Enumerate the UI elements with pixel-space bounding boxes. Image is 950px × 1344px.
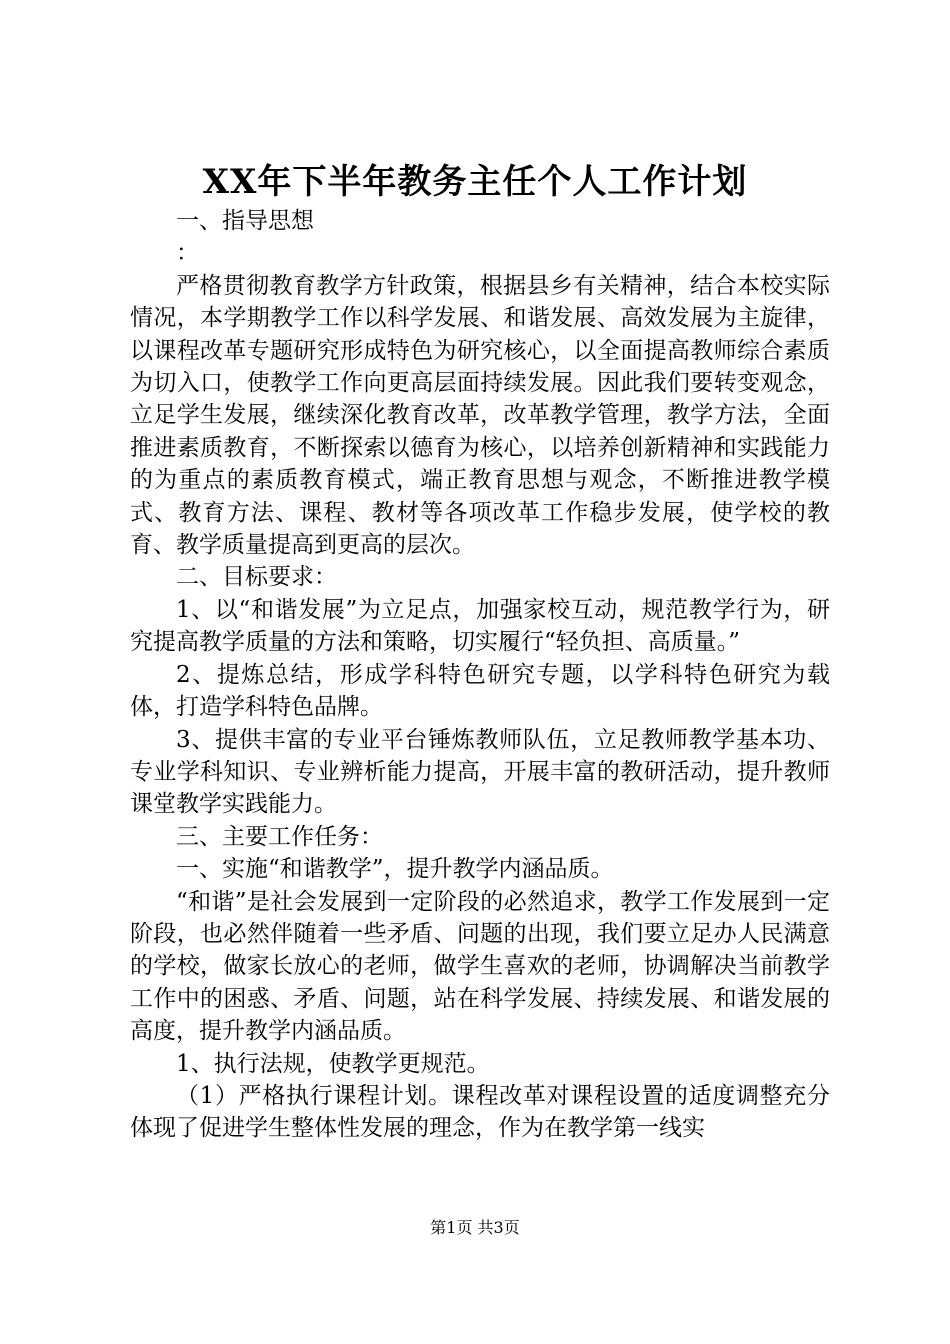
page-footer: 第1页 共3页 <box>430 1218 520 1237</box>
paragraph-guiding-thought: 严格贯彻教育教学方针政策，根据县乡有关精神，结合本校实际情况，本学期教学工作以科学发展、和谐发展、高效发展为主旋律，以课程改革专题研究形成特色为研究核心，以全面提高教师综合素质为切入口，使教学工作向更高层面持续发展。因此我们要转变观念，立足学生发展，继续深化教育改革，改革教学管理，教学方法，全面推进素质教育，不断探索以德育为核心，以培养创新精神和实践能力的为重点的素质教育模式，端正教育思想与观念，不断推进教学模式、教育方法、课程、教材等各项改革工作稳步发展，使学校的教育、教学质量提高到更高的层次。 <box>130 272 830 559</box>
section-heading-goals: 二、目标要求： <box>176 564 337 591</box>
section-heading-tasks: 三、主要工作任务： <box>176 823 383 850</box>
goal-item-2: 2、提炼总结，形成学科特色研究专题，以学科特色研究为载体，打造学科特色品牌。 <box>130 661 830 721</box>
goal-item-1: 1、以“和谐发展”为立足点，加强家校互动，规范教学行为，研究提高教学质量的方法和策略，切实履行“轻负担、高质量。” <box>130 596 830 656</box>
goal-item-3: 3、提供丰富的专业平台锤炼教师队伍，立足教师教学基本功、专业学科知识、专业辨析能力提高，开展丰富的教研活动，提升教师课堂教学实践能力。 <box>130 726 830 818</box>
document-title: XX年下半年教务主任个人工作计划 <box>202 162 748 202</box>
paragraph-curriculum: （1）严格执行课程计划。课程改革对课程设置的适度调整充分体现了促进学生整体性发展的理念，作为在教学第一线实 <box>130 1082 830 1142</box>
subheading-regulations: 1、执行法规，使教学更规范。 <box>176 1050 490 1077</box>
section-heading-guiding-thought: 一、指导思想 <box>176 208 314 234</box>
task-heading-1: 一、实施“和谐教学”，提升教学内涵品质。 <box>176 856 614 883</box>
colon-line: ： <box>176 240 199 267</box>
document-body <box>130 205 830 1145</box>
paragraph-harmony: “和谐”是社会发展到一定阶段的必然追求，教学工作发展到一定阶段，也必然伴随着一些矛盾、问题的出现，我们要立足办人民满意的学校，做家长放心的老师，做学生喜欢的老师，协调解决当前教学工作中的困惑、矛盾、问题，站在科学发展、持续发展、和谐发展的高度，提升教学内涵品质。 <box>130 888 830 1045</box>
